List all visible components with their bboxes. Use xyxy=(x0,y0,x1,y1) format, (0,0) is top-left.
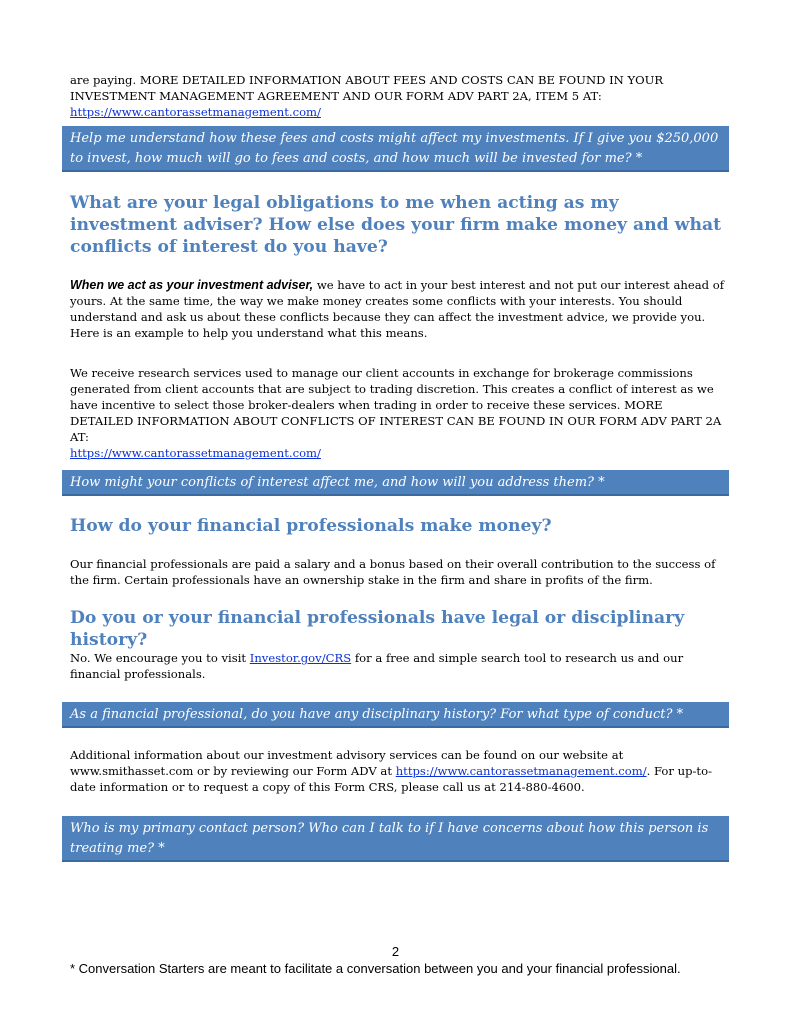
additional-info-paragraph: Additional information about our investment advisory services can be found on our website at www.smithasset.com or by reviewing our Form ADV at https://www.cantorassetmanagement.com/. For up-to-date information or to request a copy of this Form CRS, please call us at 214-880-4600. xyxy=(70,748,712,794)
conversation-starter-fees: Help me understand how these fees and costs might affect my investments. If I give you $250,000 to invest, how much will go to fees and costs, and how much will be invested for me? * xyxy=(62,126,729,172)
conflicts-link[interactable]: https://www.cantorassetmanagement.com/ xyxy=(70,446,321,460)
page-number: 2 xyxy=(391,944,400,959)
section-heading-disciplinary-history: Do you or your financial professionals have legal or disciplinary history? xyxy=(70,608,685,650)
history-paragraph: No. We encourage you to visit Investor.gov/CRS for a free and simple search tool to research us and our financial professionals. xyxy=(70,651,684,681)
section-heading-legal-obligations: What are your legal obligations to me when acting as my investment adviser? How else does your firm make money and what conflicts of interest do you have? xyxy=(70,193,722,257)
footnote: * Conversation Starters are meant to facilitate a conversation between you and your financial professional. xyxy=(70,961,681,976)
investor-gov-link[interactable]: Investor.gov/CRS xyxy=(249,651,352,665)
adv-link[interactable]: https://www.cantorassetmanagement.com/ xyxy=(70,105,321,119)
research-paragraph: We receive research services used to manage our client accounts in exchange for brokerage commissions generated from client accounts that are subject to trading discretion. This creates a conflict of interest as we have incentive to select those broker-dealers when trading in order to receive these services. MORE DETAILED INFORMATION ABOUT CONFLICTS OF INTEREST CAN BE FOUND IN OUR FORM ADV PART 2A AT: https://www.cantorassetmanagement.com/ xyxy=(70,366,722,460)
conversation-starter-conflicts: How might your conflicts of interest affect me, and how will you address them? * xyxy=(62,470,729,496)
form-adv-link[interactable]: https://www.cantorassetmanagement.com/ xyxy=(395,764,647,778)
compensation-paragraph: Our financial professionals are paid a salary and a bonus based on their overall contribution to the success of the firm. Certain professionals have an ownership stake in the firm and share in profits of the firm. xyxy=(70,557,716,587)
conversation-starter-disciplinary: As a financial professional, do you have any disciplinary history? For what type of conduct? * xyxy=(62,702,729,728)
section-heading-compensation: How do your financial professionals make money? xyxy=(70,516,552,536)
obligations-lead: When we act as your investment adviser, xyxy=(70,278,314,292)
obligations-paragraph: When we act as your investment adviser, we have to act in your best interest and not put our interest ahead of yours. At the same time, the way we make money creates some conflicts with your interests. You should understand and ask us about these conflicts because they can affect the investment advice, we provide you. Here is an example to help you understand what this means. xyxy=(70,278,725,340)
fees-continuation-paragraph: are paying. MORE DETAILED INFORMATION ABOUT FEES AND COSTS CAN BE FOUND IN YOUR INVESTMENT MANAGEMENT AGREEMENT AND OUR FORM ADV PART 2A, ITEM 5 AT: https://www.cantorassetmanagement.com/ xyxy=(70,73,664,119)
conversation-starter-contact: Who is my primary contact person? Who can I talk to if I have concerns about how this person is treating me? * xyxy=(62,816,729,862)
